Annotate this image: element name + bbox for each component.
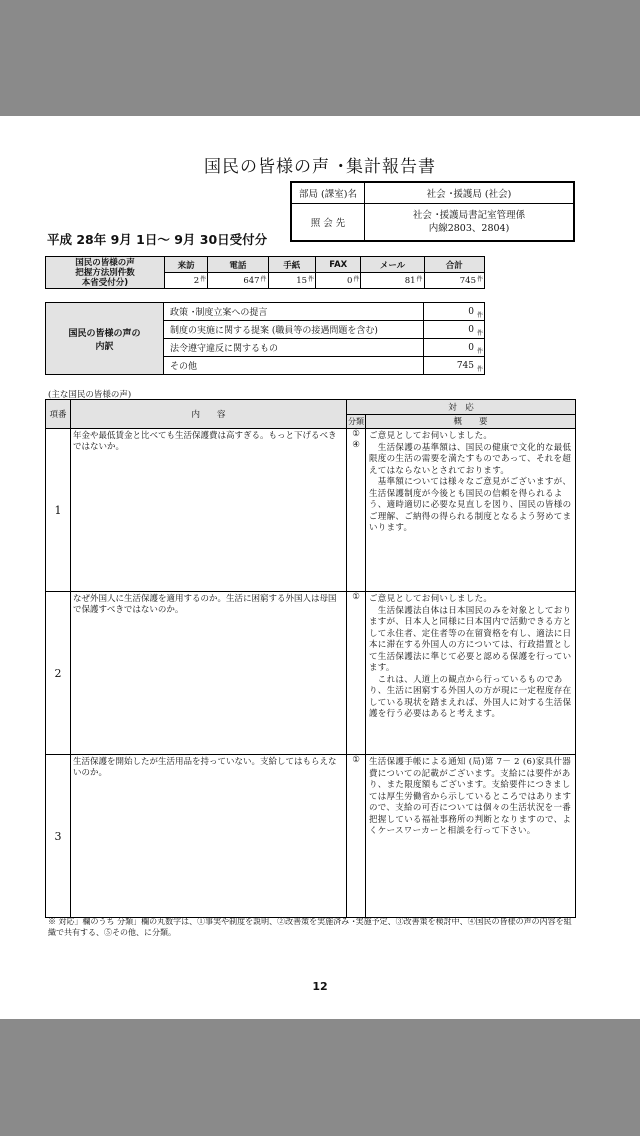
breakdown-value-implementation: 0 件	[424, 321, 485, 339]
voices-header-summary: 概 要	[366, 414, 576, 429]
row-category: ①	[347, 755, 366, 918]
row-number: 2	[46, 592, 71, 755]
contact-label: 照 会 先	[291, 204, 365, 242]
row-content: なぜ外国人に生活保護を適用するのか。生活に困窮する外国人は母国で保護すべきではないのか。	[71, 592, 347, 755]
breakdown-value-other: 745 件	[424, 357, 485, 375]
voices-header-no: 項番	[46, 400, 71, 429]
col-header-visit: 来訪	[165, 257, 208, 273]
breakdown-table	[45, 302, 485, 375]
row-number: 3	[46, 755, 71, 918]
row-category: ①	[347, 592, 366, 755]
dept-label: 部局 (課室)名	[291, 182, 365, 204]
dept-value: 社会 ･援護局 (社会)	[365, 182, 575, 204]
breakdown-value-compliance: 0 件	[424, 339, 485, 357]
count-fax: 0 件	[316, 273, 361, 289]
row-content: 生活保護を開始したが生活用品を持っていない。支給してはもらえないのか。	[71, 755, 347, 918]
breakdown-value-policy: 0 件	[424, 303, 485, 321]
col-header-letter: 手紙	[268, 257, 315, 273]
count-visit: 2 件	[165, 273, 208, 289]
table-row	[46, 592, 576, 755]
table-row	[46, 755, 576, 918]
contact-line-1: 社会 ･援護局書記室管理係	[412, 210, 526, 221]
breakdown-row-label	[46, 303, 164, 375]
page-number: 12	[312, 980, 328, 993]
voices-header-response: 対 応	[347, 400, 576, 415]
row-summary: ご意見としてお伺いしました。 生活保護法自体は日本国民のみを対象としておりますが、日本人と同様に日本国内で活動できる方として永住者、定住者等の在留資格を有し、適法に日本に滞在する外国人の方については、行政措置として生活保護法に準じて必要と認める保護を行っています。 これは、人道上の観点から行っているものであり、生活に困窮する外国人の方が現に一定程度存在している現状を踏まえれば、外国人に対する生活保護を行う必要はあると考えます。	[366, 592, 576, 755]
counts-table	[45, 256, 485, 289]
voices-table	[45, 399, 576, 918]
breakdown-item-other: その他	[164, 357, 424, 375]
breakdown-label-line-2: 内訳	[95, 341, 114, 352]
col-header-total: 合計	[424, 257, 484, 273]
breakdown-label-line-1: 国民の皆様の声の	[68, 328, 141, 339]
col-header-email: メール	[361, 257, 424, 273]
voices-header-content: 内 容	[71, 400, 347, 429]
breakdown-item-implementation: 制度の実施に関する提案 (職員等の接遇問題を含む)	[164, 321, 424, 339]
reception-period: 平成 28年 9月 1日～ 9月 30日受付分	[47, 232, 268, 247]
document-page	[0, 116, 640, 1019]
row-content: 年金や最低賃金と比べても生活保護費は高すぎる。もっと下げるべきではないか。	[71, 429, 347, 592]
department-box	[290, 181, 575, 242]
row-category: ① ④	[347, 429, 366, 592]
breakdown-item-compliance: 法令遵守違反に関するもの	[164, 339, 424, 357]
col-header-phone: 電話	[208, 257, 268, 273]
footnote: ※ 対応」欄のうち 分類」欄の丸数字は、①事実や制度を説明、②改善策を実施済み ･実施予定、③改善策を検討中、④国民の皆様の声の内容を組織で共有する、⑤その他、に分類。	[48, 917, 572, 937]
contact-value	[365, 204, 575, 242]
counts-row-label	[46, 257, 165, 289]
counts-label-line-1: 国民の皆様の声	[75, 257, 135, 268]
counts-label-line-3: 本省受付分)	[81, 277, 129, 288]
voices-caption: (主な国民の皆様の声)	[48, 390, 132, 400]
row-summary: 生活保護手帳による通知 (局)第 7－ 2 (6)家具什器費についての記載がございます。支給には要件があり、また限度額もございます。支給要件につきましては厚生労働省から示しているところではありますので、支給の可否については個々の生活状況を一番把握している福祉事務所の判断となりますので、よくケースワーカーと相談を行って下さい。	[366, 755, 576, 918]
report-title: 国民の皆様の声 ･集計報告書	[204, 157, 436, 177]
count-phone: 647 件	[208, 273, 268, 289]
voices-header-category: 分類	[347, 414, 366, 429]
table-row	[46, 429, 576, 592]
row-number: 1	[46, 429, 71, 592]
count-letter: 15 件	[268, 273, 315, 289]
breakdown-item-policy: 政策 ･制度立案への提言	[164, 303, 424, 321]
row-summary: ご意見としてお伺いしました。 生活保護の基準額は、国民の健康で文化的な最低限度の生活の需要を満たすものであって、それを超えてはならないとされております。 基準額については様々なご意見がございますが、生活保護制度が今後とも国民の信頼を得られるよう、適時適切に必要な見直しを図り、国民の皆様のご理解、ご納得の得られる制度となるよう努めてまいります。	[366, 429, 576, 592]
count-total: 745 件	[424, 273, 484, 289]
counts-label-line-2: 把握方法別件数	[75, 267, 135, 278]
col-header-fax: FAX	[316, 257, 361, 273]
contact-line-2: 内線2803、2804)	[428, 223, 510, 234]
count-email: 81 件	[361, 273, 424, 289]
